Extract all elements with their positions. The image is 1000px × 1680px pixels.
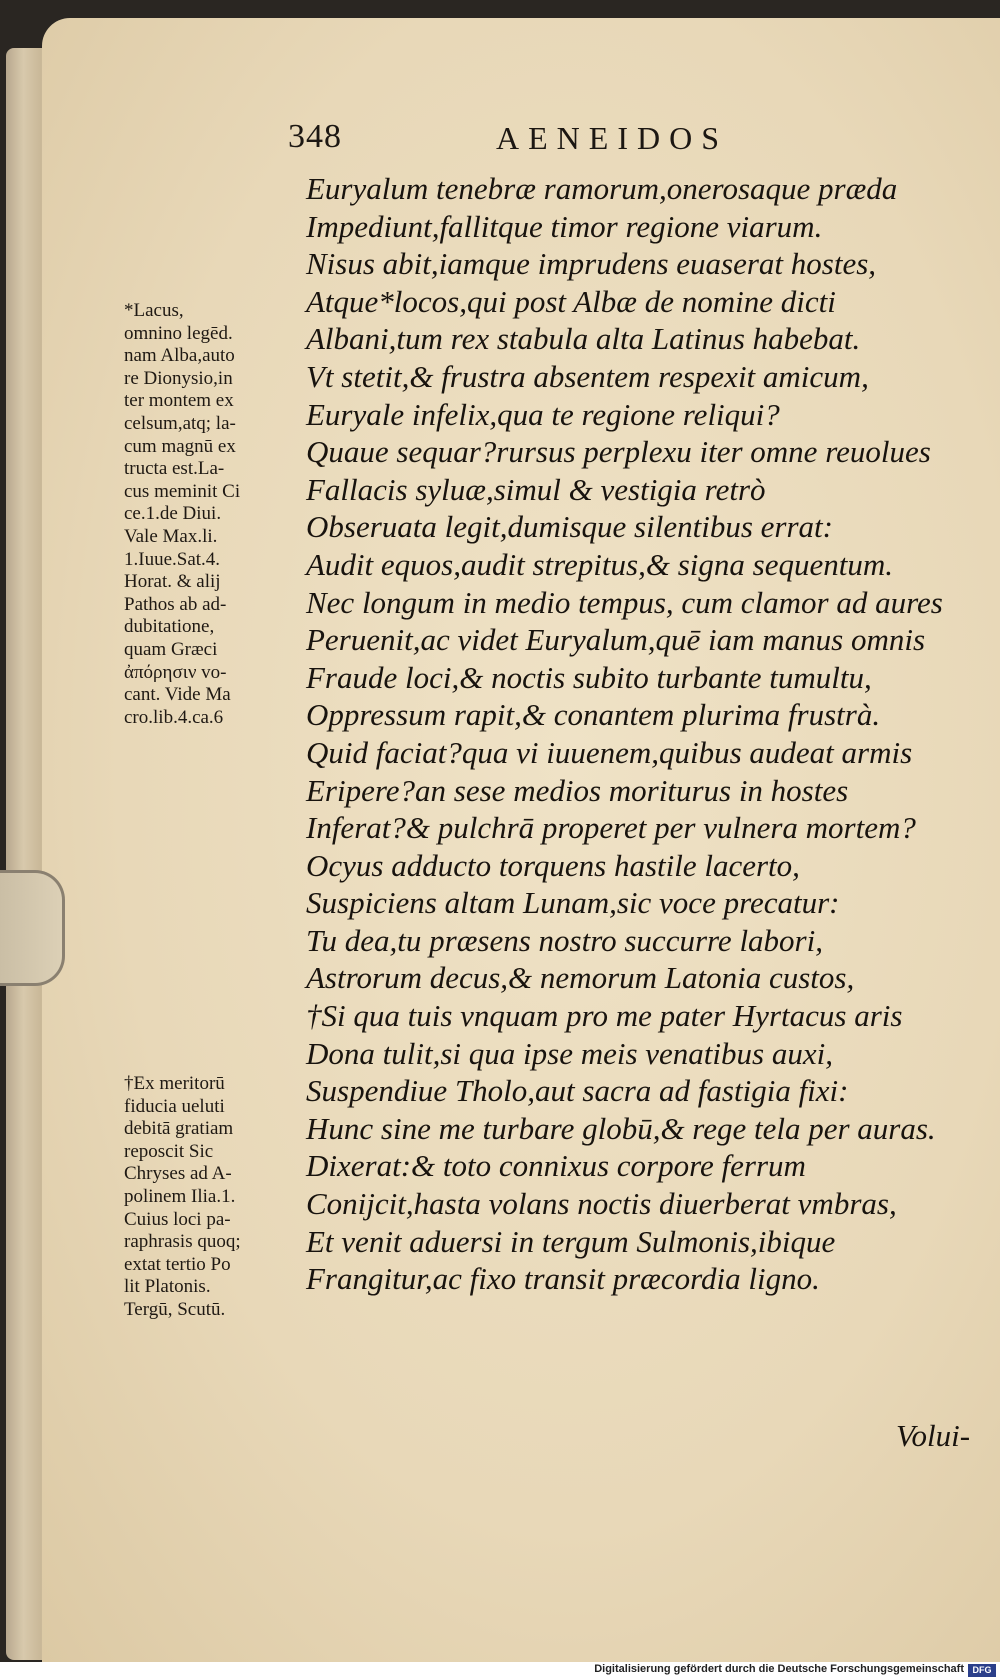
verse-line: Suspiciens altam Lunam,sic voce precatur:: [306, 885, 840, 921]
margin-note-line: cro.lib.4.ca.6: [124, 706, 224, 728]
catchword: Volui-: [896, 1418, 971, 1453]
verse-line: Conijcit,hasta volans noctis diuerberat vmbras,: [306, 1186, 897, 1222]
margin-note-line: cant. Vide Ma: [124, 684, 231, 706]
page-header: [288, 118, 848, 162]
margin-note-line: quam Græci: [124, 638, 218, 660]
digitization-footer: [0, 1662, 1000, 1680]
verse-line: Fallacis syluæ,simul & vestigia retrò: [306, 471, 766, 507]
verse-line: Nec longum in medio tempus, cum clamor ad aures: [306, 584, 943, 620]
margin-note-line: †Ex meritorū: [124, 1073, 225, 1094]
verse-line: Impediunt,fallitque timor regione viarum.: [306, 208, 823, 244]
margin-note-line: celsum,atq; la-: [124, 412, 236, 434]
verse-line: Astrorum decus,& nemorum Latonia custos,: [306, 960, 855, 996]
book-clasp: [0, 870, 65, 986]
margin-note-line: Cuius loci pa-: [124, 1208, 231, 1230]
verse-line: Hunc sine me turbare globū,& rege tela per auras.: [306, 1110, 936, 1146]
verse-line: Obseruata legit,dumisque silentibus errat:: [306, 509, 833, 545]
verse-block: [306, 170, 986, 1298]
margin-note-line: ἀπόρησιν vo-: [124, 661, 227, 683]
verse-line: Oppressum rapit,& conantem plurima frustrà.: [306, 697, 881, 733]
verse-line: Atque*locos,qui post Albæ de nomine dicti: [306, 283, 836, 319]
verse-line: Euryale infelix,qua te regione reliqui?: [306, 396, 780, 432]
margin-note-line: Tergū, Scutū.: [124, 1298, 226, 1320]
margin-note-line: Vale Max.li.: [124, 525, 218, 547]
verse-line: Quid faciat?qua vi iuuenem,quibus audeat armis: [306, 734, 913, 770]
verse-line: Frangitur,ac fixo transit præcordia ligno.: [306, 1261, 820, 1297]
page-number: 348: [288, 118, 342, 155]
verse-line: Tu dea,tu præsens nostro succurre labori,: [306, 922, 823, 958]
margin-note-line: Chryses ad A-: [124, 1163, 232, 1185]
margin-note-line: tructa est.La-: [124, 458, 225, 480]
verse-line: Euryalum tenebræ ramorum,onerosaque præda: [306, 171, 898, 206]
margin-note-second: [124, 1073, 304, 1322]
verse-line: Inferat?& pulchrā properet per vulnera mortem?: [306, 810, 916, 846]
margin-note-line: cum magnū ex: [124, 435, 236, 457]
margin-note-line: fiducia ueluti: [124, 1095, 225, 1117]
margin-note-line: *Lacus,: [124, 300, 184, 321]
verse-line: †Si qua tuis vnquam pro me pater Hyrtacus aris: [306, 998, 903, 1034]
margin-note-line: lit Platonis.: [124, 1276, 211, 1298]
margin-note-line: cus meminit Ci: [124, 480, 241, 502]
verse-line: Suspendiue Tholo,aut sacra ad fastigia fixi:: [306, 1073, 849, 1109]
verse-line: Eripere?an sese medios moriturus in hostes: [306, 772, 849, 808]
margin-note-line: dubitatione,: [124, 616, 215, 638]
verse-line: Et venit aduersi in tergum Sulmonis,ibique: [306, 1223, 836, 1259]
verse-line: Audit equos,audit strepitus,& signa sequentum.: [306, 546, 893, 582]
margin-note-line: ter montem ex: [124, 390, 234, 412]
margin-note-line: debitā gratiam: [124, 1118, 234, 1140]
verse-line: Nisus abit,iamque imprudens euaserat hostes,: [306, 246, 877, 282]
running-head: AENEIDOS: [496, 120, 728, 156]
margin-note-line: Pathos ab ad-: [124, 593, 227, 615]
margin-note-line: ce.1.de Diui.: [124, 503, 222, 525]
margin-note-line: extat tertio Po: [124, 1253, 231, 1275]
footer-credit: Digitalisierung gefördert durch die Deutsche Forschungsgemeinschaft: [594, 1663, 964, 1675]
verse-line: Albani,tum rex stabula alta Latinus habebat.: [306, 321, 861, 357]
verse-line: Fraude loci,& noctis subito turbante tumultu,: [306, 659, 872, 695]
verse-line: Dixerat:& toto connixus corpore ferrum: [306, 1148, 806, 1184]
verse-line: Peruenit,ac videt Euryalum,quē iam manus omnis: [306, 622, 926, 658]
verse-line: Dona tulit,si qua ipse meis venatibus auxi,: [306, 1035, 833, 1071]
margin-note-first: [124, 300, 304, 729]
margin-note-line: nam Alba,auto: [124, 345, 235, 367]
margin-note-line: Horat. & alij: [124, 571, 221, 593]
margin-note-line: polinem Ilia.1.: [124, 1185, 236, 1207]
margin-note-line: 1.Iuue.Sat.4.: [124, 548, 221, 570]
margin-note-line: omnino legēd.: [124, 322, 233, 344]
verse-line: Ocyus adducto torquens hastile lacerto,: [306, 847, 800, 883]
margin-note-line: reposcit Sic: [124, 1140, 214, 1162]
verse-line: Quaue sequar?rursus perplexu iter omne reuolues: [306, 434, 931, 470]
margin-note-line: raphrasis quoq;: [124, 1231, 241, 1253]
verse-line: Vt stetit,& frustra absentem respexit amicum,: [306, 358, 869, 394]
margin-note-line: re Dionysio,in: [124, 367, 233, 389]
dfg-logo: DFG: [968, 1664, 996, 1677]
